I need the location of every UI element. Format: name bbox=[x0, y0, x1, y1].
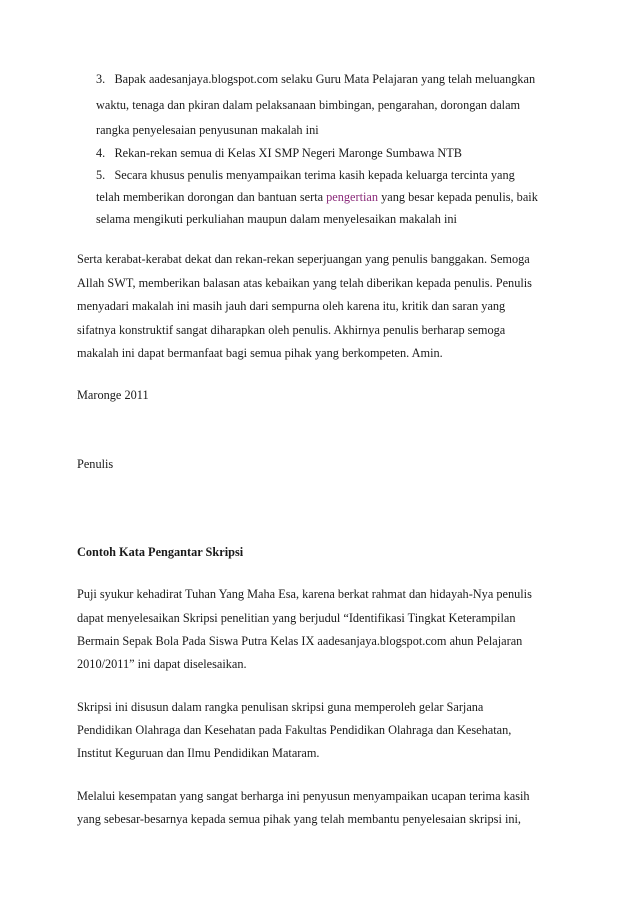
closing-paragraph-line: sifatnya konstruktif sangat diharapkan oleh penulis. Akhirnya penulis berharap semoga bbox=[77, 323, 506, 337]
paragraph-3-line: yang sebesar-besarnya kepada semua pihak yang telah membantu penyelesaian skripsi ini, bbox=[77, 812, 521, 826]
paragraph-1-line: Bermain Sepak Bola Pada Siswa Putra Kelas IX aadesanjaya.blogspot.com ahun Pelajaran bbox=[77, 634, 523, 648]
paragraph-1-line: Puji syukur kehadirat Tuhan Yang Maha Esa, karena berkat rahmat dan hidayah-Nya penulis bbox=[77, 587, 532, 601]
closing-paragraph-line: makalah ini dapat bermanfaat bagi semua pihak yang berkompeten. Amin. bbox=[77, 346, 443, 360]
list-item-3-line-2: waktu, tenaga dan pkiran dalam pelaksanaan bimbingan, pengarahan, dorongan dalam bbox=[96, 98, 521, 112]
section-heading: Contoh Kata Pengantar Skripsi bbox=[77, 545, 244, 559]
list-item-text: Bapak aadesanjaya.blogspot.com selaku Guru Mata Pelajaran yang telah meluangkan bbox=[114, 72, 536, 86]
signature-label: Penulis bbox=[77, 457, 114, 471]
paragraph-1-line: dapat menyelesaikan Skripsi penelitian yang berjudul “Identifikasi Tingkat Keterampilan bbox=[77, 611, 516, 625]
list-item-5-line-3: selama mengikuti perkuliahan maupun dalam menyelesaikan makalah ini bbox=[96, 212, 457, 226]
highlighted-word: pengertian bbox=[326, 190, 379, 204]
list-item-number: 4. bbox=[96, 146, 106, 160]
list-item-text: Secara khusus penulis menyampaikan terima kasih kepada keluarga tercinta yang bbox=[114, 168, 515, 182]
paragraph-1-line: 2010/2011” ini dapat diselesaikan. bbox=[77, 657, 247, 671]
list-item-4-line-1 bbox=[96, 145, 462, 161]
list-item-3-line-3: rangka penyelesaian penyusunan makalah ini bbox=[96, 123, 319, 137]
place-date: Maronge 2011 bbox=[77, 388, 149, 402]
list-item-5-line-2: telah memberikan dorongan dan bantuan serta pengertian yang besar kepada penulis, baik bbox=[96, 190, 538, 204]
list-item-3-line-1 bbox=[96, 71, 535, 87]
list-item-number: 3. bbox=[96, 72, 106, 86]
paragraph-2-line: Pendidikan Olahraga dan Kesehatan pada Fakultas Pendidikan Olahraga dan Kesehatan, bbox=[77, 723, 512, 737]
closing-paragraph-line: Allah SWT, memberikan balasan atas kebaikan yang telah diberikan kepada penulis. Penulis bbox=[77, 276, 532, 290]
paragraph-2-line: Institut Keguruan dan Ilmu Pendidikan Mataram. bbox=[77, 746, 320, 760]
list-item-text: Rekan-rekan semua di Kelas XI SMP Negeri Maronge Sumbawa NTB bbox=[114, 146, 462, 160]
list-item-5-line-1 bbox=[96, 167, 515, 183]
closing-paragraph-line: menyadari makalah ini masih jauh dari sempurna oleh karena itu, kritik dan saran yang bbox=[77, 299, 506, 313]
closing-paragraph-line: Serta kerabat-kerabat dekat dan rekan-rekan seperjuangan yang penulis banggakan. Semoga bbox=[77, 252, 530, 266]
list-item-number: 5. bbox=[96, 168, 106, 182]
paragraph-2-line: Skripsi ini disusun dalam rangka penulisan skripsi guna memperoleh gelar Sarjana bbox=[77, 700, 484, 714]
paragraph-3-line: Melalui kesempatan yang sangat berharga ini penyusun menyampaikan ucapan terima kasih bbox=[77, 789, 530, 803]
